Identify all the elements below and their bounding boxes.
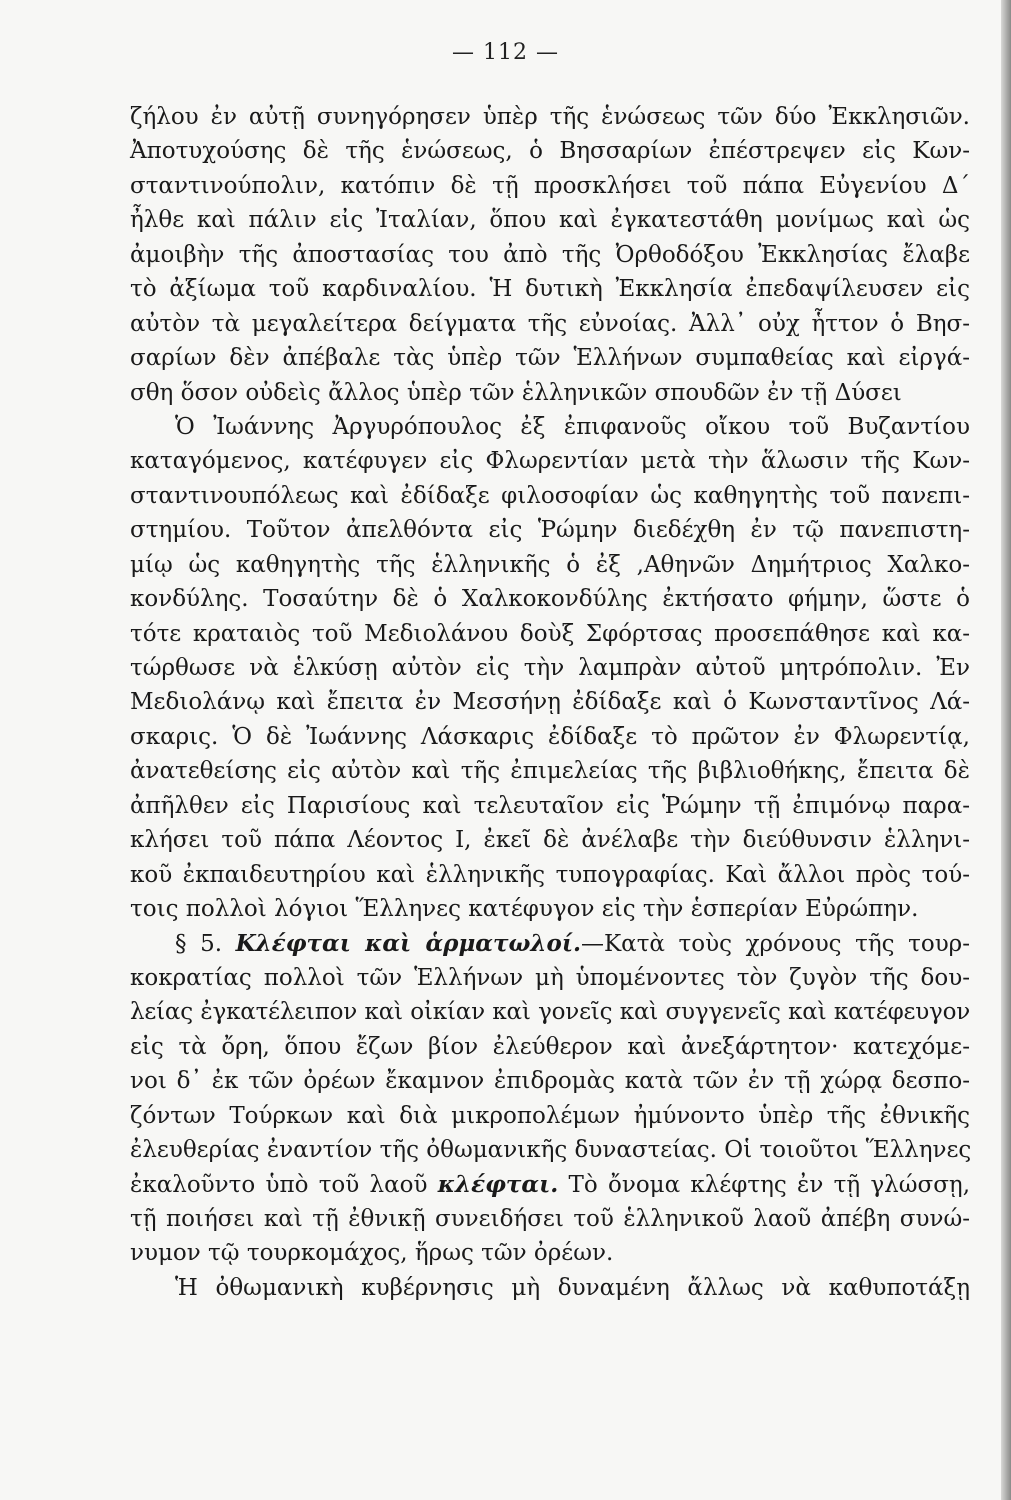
text-line: ἀπῆλθεν εἰς Παρισίους καὶ τελευταῖον εἰς Ῥώμην τῇ ἐπιμόνῳ παρα- <box>130 792 970 819</box>
text-line: τὸ ἀξίωμα τοῦ καρδιναλίου. Ἡ δυτικὴ Ἐκκλησία ἐπεδαψίλευσεν εἰς <box>130 276 970 303</box>
text-line: ἀνατεθείσης εἰς αὐτὸν καὶ τῆς ἐπιμελείας τῆς βιβλιοθήκης, ἔπειτα δὲ <box>130 758 970 785</box>
text-line: τώρθωσε νὰ ἑλκύσῃ αὐτὸν εἰς τὴν λαμπρὰν αὐτοῦ μητρόπολιν. Ἐν <box>130 655 970 681</box>
text-line: νυμον τῷ τουρκομάχος, ἥρως τῶν ὀρέων. <box>130 1240 614 1267</box>
text-line: σαρίων δὲν ἀπέβαλε τὰς ὑπὲρ τῶν Ἑλλήνων συμπαθείας καὶ εἰργά- <box>130 345 970 372</box>
text-line: λείας ἐγκατέλειπον καὶ οἰκίαν καὶ γονεῖς καὶ συγγενεῖς καὶ κατέφευγον <box>130 999 970 1026</box>
text-segment: Τὸ ὄνομα κλέφτης ἐν τῇ γλώσσῃ, <box>558 1171 971 1198</box>
emphasized-term: κλέφται. <box>437 1170 559 1198</box>
text-line: τῇ ποιήσει καὶ τῇ ἐθνικῇ συνειδήσει τοῦ ἑλληνικοῦ λαοῦ ἀπέβη συνώ- <box>130 1206 970 1232</box>
text-line: εἰς τὰ ὄρη, ὅπου ἔζων βίον ἐλεύθερον καὶ ἀνεξάρτητον· κατεχόμε- <box>130 1033 970 1060</box>
text-line: νοι δ᾿ ἐκ τῶν ὀρέων ἔκαμνον ἐπιδρομὰς κατὰ τῶν ἐν τῇ χώρᾳ δεσπο- <box>130 1068 970 1095</box>
text-line: ζόντων Τούρκων καὶ διὰ μικροπολέμων ἠμύνοντο ὑπὲρ τῆς ἐθνικῆς <box>130 1102 970 1129</box>
text-line: κοῦ ἐκπαιδευτηρίου καὶ ἑλληνικῆς τυπογραφίας. Καὶ ἄλλοι πρὸς τού- <box>130 861 970 888</box>
text-line: καταγόμενος, κατέφυγεν εἰς Φλωρεντίαν μετὰ τὴν ἅλωσιν τῆς Κων- <box>130 448 970 475</box>
text-line: σταντινούπολιν, κατόπιν δὲ τῇ προσκλήσει τοῦ πάπα Εὐγενίου Δ´ <box>130 172 970 199</box>
text-line: τότε κραταιὸς τοῦ Μεδιολάνου δοὺξ Σφόρτσας προσεπάθησε καὶ κα- <box>130 620 970 647</box>
text-line: μίῳ ὡς καθηγητὴς τῆς ἑλληνικῆς ὁ ἐξ ,Αθηνῶν Δημήτριος Χαλκο- <box>130 551 970 578</box>
text-line: Ὁ Ἰωάννης Ἀργυρόπουλος ἐξ ἐπιφανοῦς οἴκου τοῦ Βυζαντίου <box>175 413 970 440</box>
text-line: ἀμοιβὴν τῆς ἀποστασίας του ἀπὸ τῆς Ὀρθοδόξου Ἐκκλησίας ἔλαβε <box>130 241 970 268</box>
text-segment: § 5. <box>175 930 236 957</box>
text-line: ἦλθε καὶ πάλιν εἰς Ἰταλίαν, ὅπου καὶ ἐγκατεστάθη μονίμως καὶ ὡς <box>130 207 970 234</box>
text-line: σκαρις. Ὁ δὲ Ἰωάννης Λάσκαρις ἐδίδαξε τὸ πρῶτον ἐν Φλωρεντίᾳ, <box>130 723 970 750</box>
text-line: κλήσει τοῦ πάπα Λέοντος Ι, ἐκεῖ δὲ ἀνέλαβε τὴν διεύθυνσιν ἑλληνι- <box>130 827 970 854</box>
emphasized-term: Κλέφται καὶ ἁρματωλοί. <box>235 929 581 957</box>
page-edge-shadow <box>1001 0 1011 1500</box>
text-line: Ἀποτυχούσης δὲ τῆς ἑνώσεως, ὁ Βησσαρίων ἐπέστρεψεν εἰς Κων- <box>130 138 970 165</box>
page-number: — 112 — <box>452 40 559 65</box>
text-line: σταντινουπόλεως καὶ ἐδίδαξε φιλοσοφίαν ὡς καθηγητὴς τοῦ πανεπι- <box>130 482 970 509</box>
text-line: Ἡ ὀθωμανικὴ κυβέρνησις μὴ δυναμένη ἄλλως νὰ καθυποτάξῃ <box>175 1274 970 1301</box>
text-line: στημίου. Τοῦτον ἀπελθόντα εἰς Ῥώμην διεδέχθη ἐν τῷ πανεπιστη- <box>130 517 970 544</box>
body-text <box>130 100 970 1305</box>
text-line: σθη ὅσον οὐδεὶς ἄλλος ὑπὲρ τῶν ἑλληνικῶν σπουδῶν ἐν τῇ Δύσει <box>130 379 902 406</box>
text-line: ἐλευθερίας ἐναντίον τῆς ὀθωμανικῆς δυναστείας. Οἱ τοιοῦτοι Ἕλληνες <box>130 1137 972 1164</box>
text-line: αὐτὸν τὰ μεγαλείτερα δείγματα τῆς εὐνοίας. Ἀλλ᾿ οὐχ ἧττον ὁ Βησ- <box>130 310 970 337</box>
text-line: ζήλου ἐν αὐτῇ συνηγόρησεν ὑπὲρ τῆς ἑνώσεως τῶν δύο Ἐκκλησιῶν. <box>130 104 970 130</box>
text-line: κοκρατίας πολλοὶ τῶν Ἑλλήνων μὴ ὑπομένοντες τὸν ζυγὸν τῆς δου- <box>130 964 970 991</box>
text-line: τοις πολλοὶ λόγιοι Ἕλληνες κατέφυγον εἰς τὴν ἑσπερίαν Εὐρώπην. <box>130 896 919 923</box>
text-segment: ἐκαλοῦντο ὑπὸ τοῦ λαοῦ <box>130 1171 438 1198</box>
text-segment: —Κατὰ τοὺς χρόνους τῆς τουρ- <box>580 930 970 957</box>
text-line <box>130 1168 970 1202</box>
text-line <box>130 927 970 961</box>
text-line: Μεδιολάνῳ καὶ ἔπειτα ἐν Μεσσήνῃ ἐδίδαξε καὶ ὁ Κωνσταντῖνος Λά- <box>130 689 970 716</box>
text-line: κονδύλης. Τοσαύτην δὲ ὁ Χαλκοκονδύλης ἐκτήσατο φήμην, ὥστε ὁ <box>130 586 970 613</box>
